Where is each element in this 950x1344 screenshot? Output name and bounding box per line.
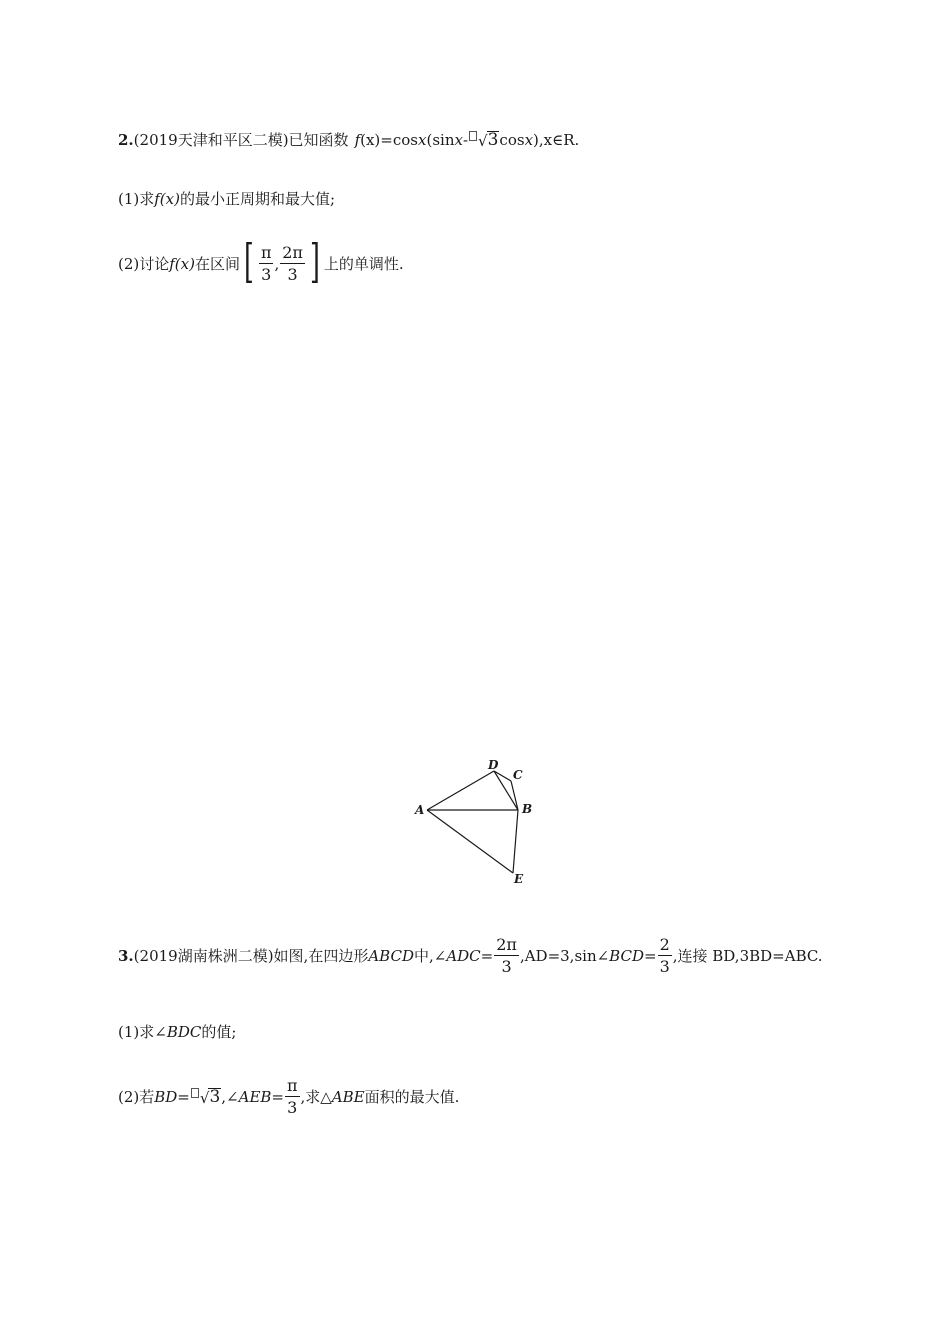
frac-numerator: π xyxy=(260,243,272,262)
q3-part1-bdc: BDC xyxy=(166,1023,202,1041)
q2-frac-2pi-3 xyxy=(280,245,305,283)
q2-part2-fx: f(x) xyxy=(169,254,195,273)
interval-close-bracket: ] xyxy=(309,234,320,288)
frac-denominator: 3 xyxy=(287,1098,298,1117)
q3-part1-text: 的值; xyxy=(201,1023,237,1041)
q2-def-b: (sin xyxy=(426,130,455,149)
point-label-B: B xyxy=(522,802,533,816)
q3-part2-angle: ,∠ xyxy=(221,1087,239,1106)
q3-eq2: = xyxy=(643,946,657,965)
q2-f: f xyxy=(354,130,361,149)
q3-part2-bd: BD= xyxy=(154,1087,190,1106)
segment-AD xyxy=(427,771,494,810)
frac-numerator: π xyxy=(286,1076,298,1095)
frac-denominator: 3 xyxy=(261,265,272,284)
q2-def-a: =cos xyxy=(380,130,418,149)
q3-part2-aeb: AEB= xyxy=(238,1087,284,1106)
q2-def-d: ) xyxy=(533,130,539,149)
q2-x2: x xyxy=(454,130,463,149)
q3-sqrt xyxy=(200,1088,221,1106)
interval-open-bracket: [ xyxy=(244,234,254,288)
q2-frac-pi-3 xyxy=(259,245,274,283)
q2-domain: ,x∈R. xyxy=(538,130,580,149)
q3-sqrt-radicand: 3 xyxy=(209,1087,221,1107)
q2-sqrt xyxy=(478,131,499,149)
q2-source: (2019天津和平区二模)已知函数 xyxy=(133,130,349,149)
radical-icon: √ xyxy=(199,1089,210,1107)
q3-frac-2pi-3 xyxy=(494,937,519,975)
q3-part2-abe: ABE xyxy=(331,1087,365,1106)
q2-sqrt-radicand: 3 xyxy=(487,130,499,150)
frac-denominator: 3 xyxy=(501,957,512,976)
q3-tail: ,连接 BD,3BD=ABC. xyxy=(672,946,823,965)
q3-quad: ABCD xyxy=(368,946,414,965)
q2-part1-prefix: (1)求 xyxy=(118,190,155,208)
placeholder-box-icon xyxy=(469,131,477,141)
q3-frac-pi-3 xyxy=(285,1078,300,1116)
interval-comma: , xyxy=(274,254,280,273)
frac-numerator: 2π xyxy=(282,243,303,262)
point-label-C: C xyxy=(513,768,523,782)
segment-CB xyxy=(511,781,518,810)
q3-part2-mid: ,求△ xyxy=(300,1087,332,1106)
segment-AE xyxy=(427,810,513,873)
placeholder-box-icon xyxy=(191,1088,199,1098)
q2-part1-fx: f(x) xyxy=(154,190,180,208)
point-label-E: E xyxy=(514,872,524,885)
q3-source: (2019湖南株洲二模)如图,在四边形 xyxy=(133,946,369,965)
q2-part2-mid: 在区间 xyxy=(194,254,240,273)
frac-numerator: 2 xyxy=(659,935,670,954)
q2-part1-text: 的最小正周期和最大值; xyxy=(179,190,336,208)
q3-part2 xyxy=(118,1078,459,1116)
q2-stem xyxy=(118,131,579,149)
segment-BE xyxy=(513,810,518,873)
q3-zhong: 中,∠ xyxy=(413,946,447,965)
q3-ad: ,AD=3,sin∠ xyxy=(519,946,610,965)
point-label-D: D xyxy=(488,758,499,772)
q2-x3: x xyxy=(524,130,534,149)
radical-icon: √ xyxy=(478,132,488,150)
q3-part1-prefix: (1)求∠ xyxy=(118,1023,167,1041)
q3-part1 xyxy=(118,1025,236,1040)
q2-part2-tail: 上的单调性. xyxy=(323,254,404,273)
q3-part2-tail: 面积的最大值. xyxy=(364,1087,460,1106)
frac-denominator: 3 xyxy=(287,265,298,284)
q3-adc: ADC xyxy=(446,946,481,965)
q2-def-c: cos xyxy=(499,130,525,149)
geometry-figure xyxy=(410,755,535,885)
q3-stem xyxy=(118,937,823,975)
q2-number: 2. xyxy=(118,130,134,149)
q3-eq: = xyxy=(480,946,494,965)
q2-part2-prefix: (2)讨论 xyxy=(118,254,170,273)
q3-number: 3. xyxy=(118,946,134,965)
frac-numerator: 2π xyxy=(496,935,517,954)
q3-part2-prefix: (2)若 xyxy=(118,1087,155,1106)
q2-part1 xyxy=(118,192,335,207)
q2-paren-x: (x) xyxy=(360,130,381,149)
q2-minus: - xyxy=(462,130,469,149)
point-label-A: A xyxy=(415,803,425,817)
q2-x1: x xyxy=(418,130,427,149)
q3-bcd: BCD xyxy=(609,946,644,965)
q3-frac-2-3 xyxy=(658,937,672,975)
frac-denominator: 3 xyxy=(659,957,670,976)
q2-part2 xyxy=(118,234,404,288)
